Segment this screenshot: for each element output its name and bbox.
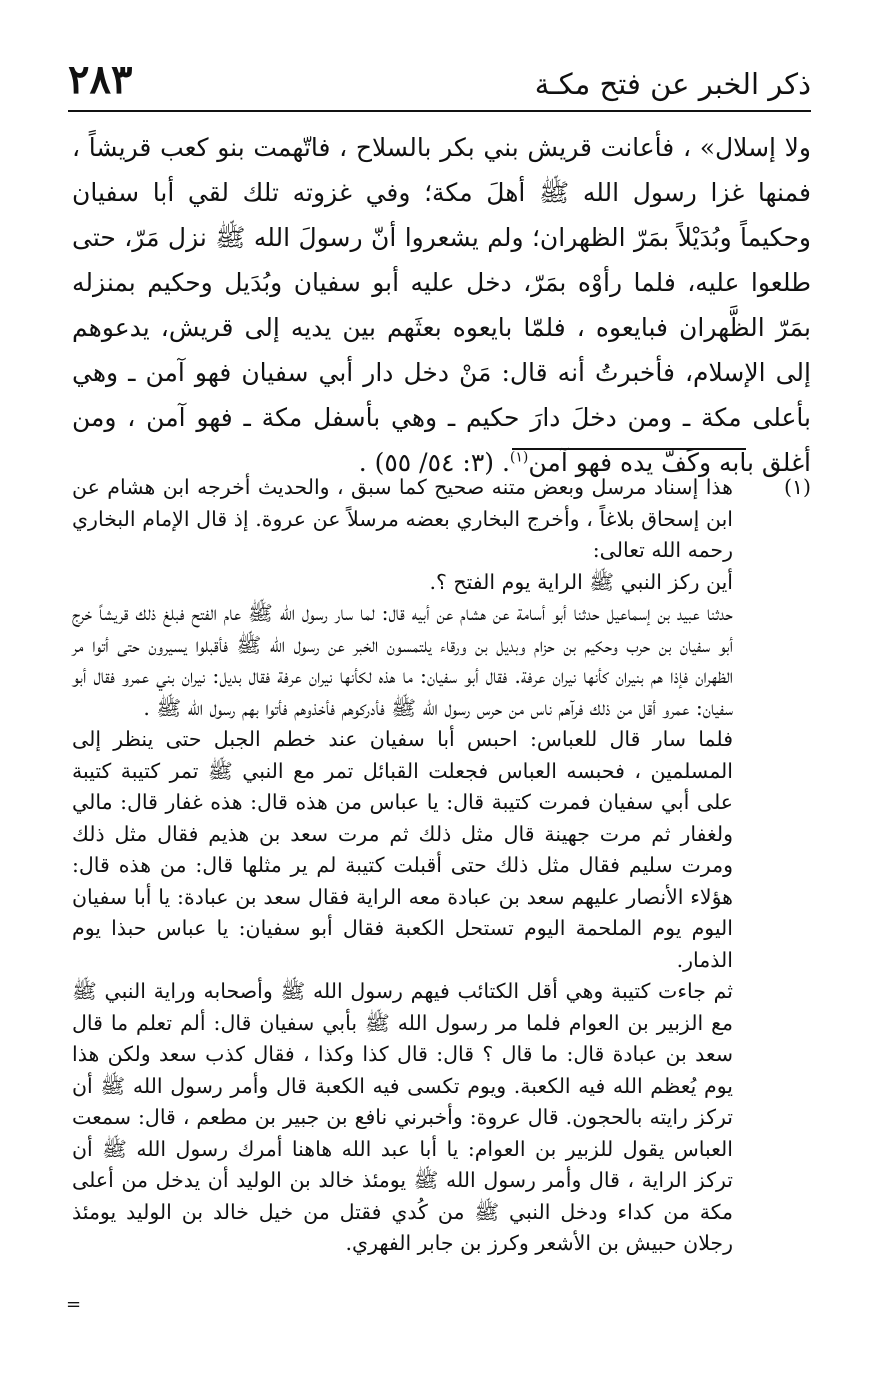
footnote-reference: (١) bbox=[509, 449, 529, 466]
footnote-body bbox=[72, 472, 733, 1260]
footnote-separator bbox=[512, 448, 746, 450]
footnote-paragraph: ثم جاءت كتيبة وهي أقل الكتائب فيهم رسول الله ﷺ وأصحابه وراية النبي ﷺ مع الزبير بن العوام فلما مر رسول الله ﷺ بأبي سفيان قال: ألم تعلم ما قال سعد بن عبادة قال: ما قال ؟ قال: قال كذا وكذا ، فقال كذب سعد ولكن هذا يوم يُعظم الله فيه الكعبة. ويوم تكسى فيه الكعبة قال وأمر رسول الله ﷺ أن تركز رايته بالحجون. قال عروة: وأخبرني نافع بن جبير بن مطعم ، قال: سمعت العباس يقول للزبير بن العوام: يا أبا عبد الله هاهنا أمرك رسول الله ﷺ أن تركز الراية ، قال وأمر رسول الله ﷺ يومئذ خالد بن الوليد أن يدخل من أعلى مكة من كداء ودخل النبي ﷺ من كُدي فقتل من خيل خالد بن الوليد يومئذ رجلان حبيش بن الأشعر وكرز بن جابر الفهري. bbox=[72, 979, 733, 1255]
main-text bbox=[72, 125, 811, 485]
header-rule bbox=[68, 110, 811, 112]
footnote-marker: (١) bbox=[783, 475, 811, 499]
footnote-paragraph: حدثنا عبيد بن إسماعيل حدثنا أبو أسامة عن هشام عن أبيه قال: لما سار رسول الله ﷺ عام الفتح فبلغ ذلك قريشاً خرج أبو سفيان بن حرب وحكيم بن حزام وبديل بن ورقاء يلتمسون الخبر عن رسول الله ﷺ فأقبلوا يسيرون حتى أتوا مر الظهران فإذا هم بنيران كأنها نيران عرفة. فقال أبو سفيان: ما هذه لكأنها نيران عرفة فقال بديل: نيران بني عمرو فقال أبو سفيان: عمرو أقل من ذلك فرآهم ناس من حرس رسول الله ﷺ فأدركوهم فأخذوهم فأتوا بهم رسول الله ﷺ . bbox=[72, 601, 733, 720]
running-title: ذكر الخبر عن فتح مكـة bbox=[534, 67, 811, 101]
footnote-paragraph: فلما سار قال للعباس: احبس أبا سفيان عند خطم الجبل حتى ينظر إلى المسلمين ، فحبسه العباس فجعلت القبائل تمر مع النبي ﷺ تمر كتيبة كتيبة على أبي سفيان فمرت كتيبة قال: يا عباس من هذه قال: هذه غفار قال: مالي ولغفار ثم مرت جهينة قال مثل ذلك ثم مرت سعد بن هذيم فقال مثل ذلك ومرت سليم فقال مثل ذلك حتى أقبلت كتيبة لم ير مثلها قال: من هذه قال: هؤلاء الأنصار عليهم سعد بن عبادة معه الراية فقال سعد بن عبادة: يا أبا سفيان اليوم يوم الملحمة اليوم تستحل الكعبة فقال أبو سفيان: يا عباس حبذا يوم الذمار. bbox=[72, 727, 733, 972]
citation: . (٣: ٥٤/ ٥٥) . bbox=[358, 448, 510, 477]
footnote-paragraph: هذا إسناد مرسل وبعض متنه صحيح كما سبق ، والحديث أخرجه ابن هشام عن ابن إسحاق بلاغاً ، وأخرج البخاري بعضه مرسلاً عن عروة. إذ قال الإمام البخاري رحمه الله تعالى: bbox=[72, 475, 733, 562]
page-number: ٢٨٣ bbox=[68, 56, 133, 103]
page-header bbox=[68, 58, 811, 108]
margin-mark: = bbox=[66, 1294, 82, 1315]
footnote bbox=[72, 472, 811, 1260]
main-body: ولا إسلال» ، فأعانت قريش بني بكر بالسلاح ، فاتّهمت بنو كعب قريشاً ، فمنها غزا رسول الله ﷺ أهلَ مكة؛ وفي غزوته تلك لقي أبا سفيان وحكيماً وبُدَيْلاً بمَرّ الظهران؛ ولم يشعروا أنّ رسولَ الله ﷺ نزل مَرّ، حتى طلعوا عليه، فلما رأوْه بمَرّ، دخل عليه أبو سفيان وبُدَيل وحكيم بمنزله بمَرّ الظَّهران فبايعوه ، فلمّا بايعوه بعثَهم بين يديه إلى قريش، يدعوهم إلى الإسلام، فأخبرتُ أنه قال: مَنْ دخل دار أبي سفيان فهو آمن ـ وهي بأعلى مكة ـ ومن دخلَ دارَ حكيم ـ وهي بأسفل مكة ـ فهو آمن ، ومن أغلق بابه وكَفّ يده فهو آمن bbox=[72, 133, 811, 477]
footnote-paragraph: أين ركز النبي ﷺ الراية يوم الفتح ؟. bbox=[429, 569, 733, 594]
